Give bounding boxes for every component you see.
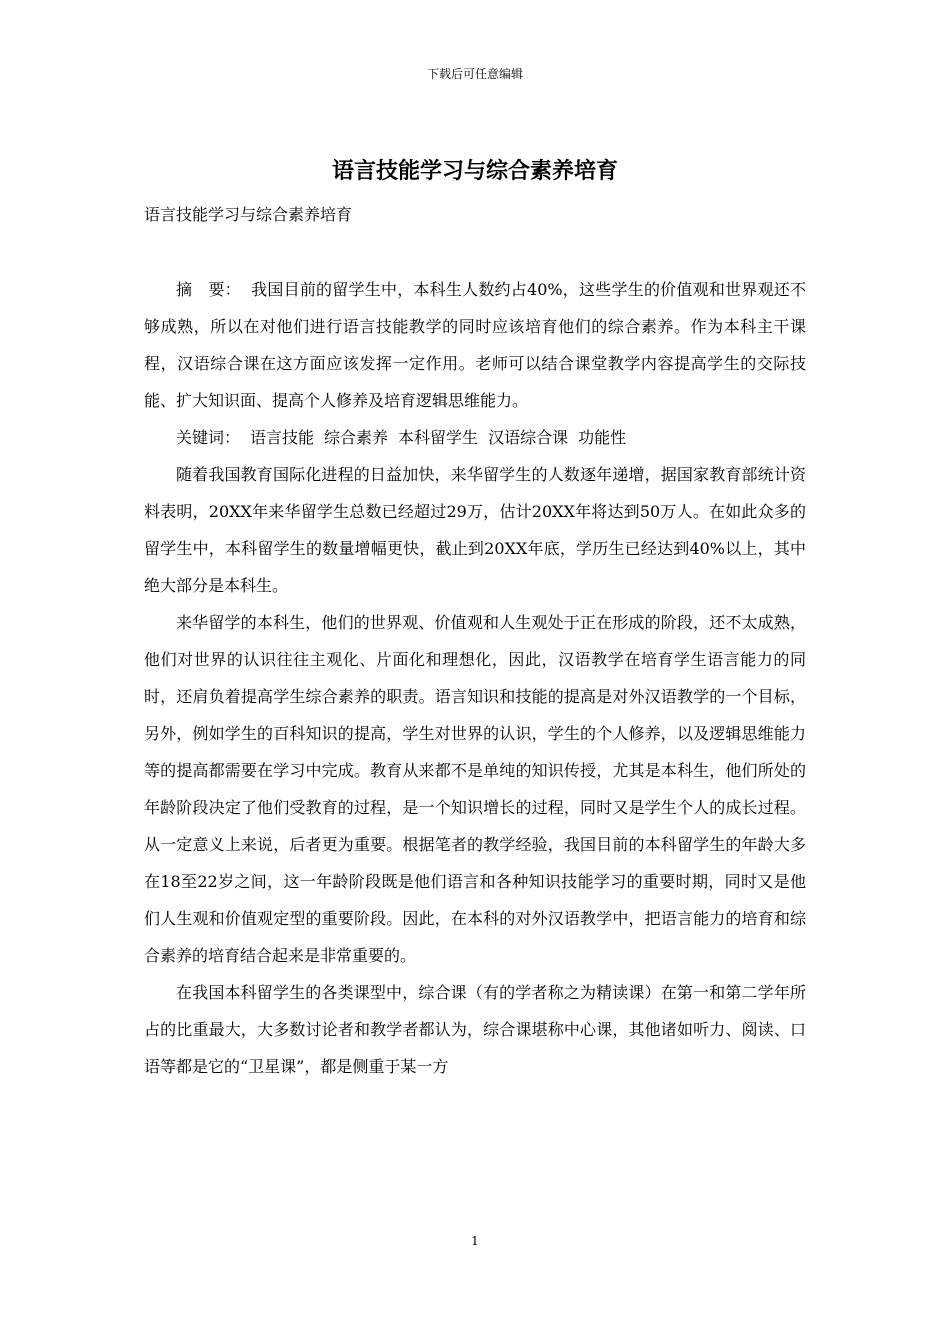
abstract-paragraph <box>144 271 806 419</box>
document-subtitle: 语言技能学习与综合素养培育 <box>144 205 353 224</box>
document-body <box>144 271 806 1085</box>
keyword-item: 本科留学生 <box>398 428 479 447</box>
keyword-item: 综合素养 <box>324 428 389 447</box>
body-paragraph: 来华留学的本科生，他们的世界观、价值观和人生观处于正在形成的阶段，还不太成熟，他们对世界的认识往往主观化、片面化和理想化，因此，汉语教学在培育学生语言能力的同时，还肩负着提高学生综合素养的职责。语言知识和技能的提高是对外汉语教学的一个目标，另外，例如学生的百科知识的提高，学生对世界的认识，学生的个人修养，以及逻辑思维能力等的提高都需要在学习中完成。教育从来都不是单纯的知识传授，尤其是本科生，他们所处的年龄阶段决定了他们受教育的过程，是一个知识增长的过程，同时又是学生个人的成长过程。从一定意义上来说，后者更为重要。根据笔者的教学经验，我国目前的本科留学生的年龄大多在18至22岁之间，这一年龄阶段既是他们语言和各种知识技能学习的重要时期，同时又是他们人生观和价值观定型的重要阶段。因此，在本科的对外汉语教学中，把语言能力的培育和综合素养的培育结合起来是非常重要的。 <box>144 613 806 965</box>
keywords-label: 关键词： <box>176 428 241 447</box>
keyword-item: 功能性 <box>578 428 627 447</box>
keyword-item: 语言技能 <box>250 428 315 447</box>
document-title: 语言技能学习与综合素养培育 <box>331 158 618 184</box>
abstract-label: 摘 要： <box>176 280 241 299</box>
body-paragraph: 在我国本科留学生的各类课型中，综合课（有的学者称之为精读课）在第一和第二学年所占的比重最大，大多数讨论者和教学者都认为，综合课堪称中心课，其他诸如听力、阅读、口语等都是它的“卫星课”，都是侧重于某一方 <box>144 983 806 1076</box>
page-header: 下载后可任意编辑 <box>426 67 523 81</box>
keywords-paragraph <box>144 419 806 456</box>
abstract-text: 我国目前的留学生中，本科生人数约占40%，这些学生的价值观和世界观还不够成熟，所以在对他们进行语言技能教学的同时应该培育他们的综合素养。作为本科主干课程，汉语综合课在这方面应该发挥一定作用。老师可以结合课堂教学内容提高学生的交际技能、扩大知识面、提高个人修养及培育逻辑思维能力。 <box>144 280 806 410</box>
keyword-item: 汉语综合课 <box>488 428 569 447</box>
body-paragraph: 随着我国教育国际化进程的日益加快，来华留学生的人数逐年递增，据国家教育部统计资料表明，20XX年来华留学生总数已经超过29万，估计20XX年将达到50万人。在如此众多的留学生中，本科留学生的数量增幅更快，截止到20XX年底，学历生已经达到40%以上，其中绝大部分是本科生。 <box>144 465 806 595</box>
page-number: 1 <box>471 1234 479 1248</box>
